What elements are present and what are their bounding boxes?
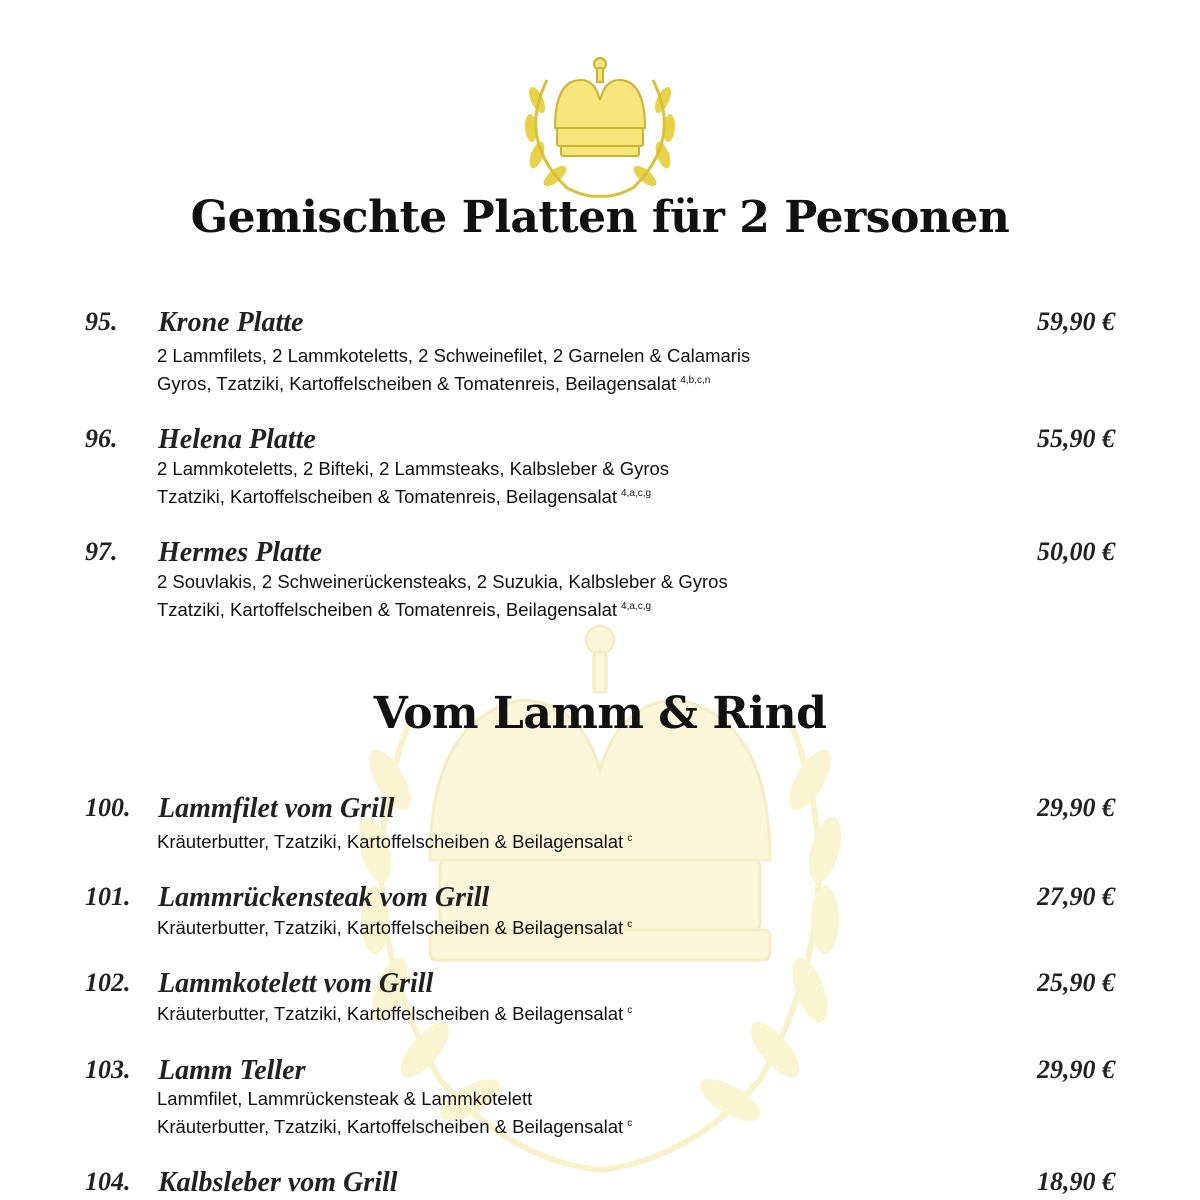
- item-description: 2 Lammfilets, 2 Lammkoteletts, 2 Schweinefilet, 2 Garnelen & Calamaris: [157, 345, 751, 366]
- item-price: 27,90 €: [1037, 882, 1115, 911]
- item-description: Gyros, Tzatziki, Kartoffelscheiben & Tomatenreis, Beilagensalat $^{4,b,c,n}$: [157, 373, 711, 394]
- item-number: 102.: [85, 968, 131, 997]
- item-price: 55,90 €: [1037, 424, 1115, 453]
- item-number: 97.: [85, 537, 118, 566]
- item-price: 29,90 €: [1037, 793, 1115, 822]
- item-number: 95.: [85, 307, 118, 336]
- item-name: Lammkotelett vom Grill: [158, 968, 434, 999]
- item-name: Lammfilet vom Grill: [158, 793, 395, 824]
- item-description: Kräuterbutter, Tzatziki, Kartoffelscheiben & Beilagensalat $^c$: [157, 1116, 633, 1137]
- section-title-mixed-platters: Gemischte Platten für 2 Personen: [190, 192, 1010, 243]
- item-number: 100.: [85, 793, 131, 822]
- crown-laurel-icon: [517, 50, 683, 198]
- item-price: 50,00 €: [1037, 537, 1115, 566]
- allergen-codes: c: [627, 919, 633, 930]
- allergen-codes: 4,b,c,n: [680, 375, 711, 386]
- item-name: Kalbsleber vom Grill: [158, 1167, 398, 1198]
- allergen-codes: c: [627, 1005, 633, 1016]
- item-price: 29,90 €: [1037, 1055, 1115, 1084]
- item-price: 59,90 €: [1037, 307, 1115, 336]
- item-description: Tzatziki, Kartoffelscheiben & Tomatenreis, Beilagensalat $^{4,a,c,g}$: [157, 599, 652, 620]
- item-price: 25,90 €: [1037, 968, 1115, 997]
- item-name: Helena Platte: [158, 424, 316, 455]
- item-number: 104.: [85, 1167, 131, 1196]
- allergen-codes: 4,a,c,g: [621, 488, 652, 499]
- item-description: Kräuterbutter, Tzatziki, Kartoffelscheiben & Beilagensalat $^c$: [157, 1003, 633, 1024]
- section-title-lamb-beef: Vom Lamm & Rind: [373, 688, 827, 739]
- item-description: Tzatziki, Kartoffelscheiben & Tomatenreis, Beilagensalat $^{4,a,c,g}$: [157, 486, 652, 507]
- item-description: 2 Souvlakis, 2 Schweinerückensteaks, 2 Suzukia, Kalbsleber & Gyros: [157, 571, 728, 592]
- item-description: Kräuterbutter, Tzatziki, Kartoffelscheiben & Beilagensalat $^c$: [157, 917, 633, 938]
- allergen-codes: c: [627, 833, 633, 844]
- allergen-codes: 4,a,c,g: [621, 601, 652, 612]
- item-number: 103.: [85, 1055, 131, 1084]
- item-name: Hermes Platte: [158, 537, 323, 568]
- item-price: 18,90 €: [1037, 1167, 1115, 1196]
- item-name: Lammrückensteak vom Grill: [158, 882, 490, 913]
- allergen-codes: c: [627, 1118, 633, 1129]
- item-number: 101.: [85, 882, 131, 911]
- item-name: Krone Platte: [158, 307, 304, 338]
- item-description: Lammfilet, Lammrückensteak & Lammkotelett: [157, 1088, 533, 1109]
- item-description: Kräuterbutter, Tzatziki, Kartoffelscheiben & Beilagensalat $^c$: [157, 831, 633, 852]
- item-description: 2 Lammkoteletts, 2 Bifteki, 2 Lammsteaks, Kalbsleber & Gyros: [157, 458, 670, 479]
- item-number: 96.: [85, 424, 118, 453]
- item-name: Lamm Teller: [158, 1055, 306, 1086]
